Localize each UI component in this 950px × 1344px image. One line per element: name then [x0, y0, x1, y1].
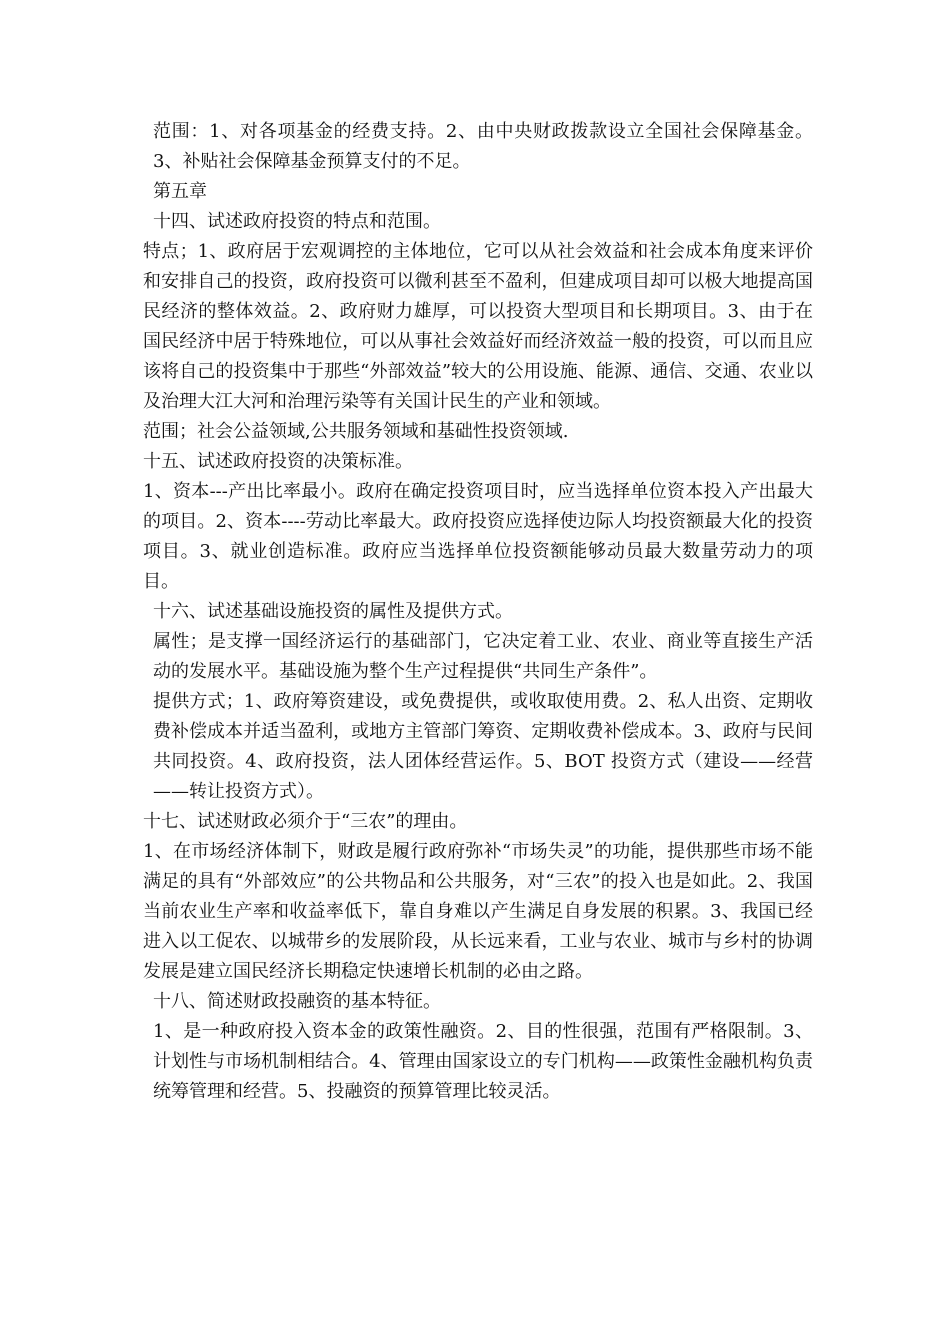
- question-17-heading: 十七、试述财政必须介于“三农”的理由。: [143, 811, 468, 832]
- paragraph-decision-standards: 1、资本---产出比率最小。政府在确定投资项目时，应当选择单位资本投入产出最大的项目。2、资本----劳动比率最大。政府投资应选择使边际人均投资额最大化的投资项目。3、就业创造标准。政府应当选择单位投资额能够动员最大数量劳动力的项目。: [143, 481, 813, 592]
- question-16-heading: 十六、试述基础设施投资的属性及提供方式。: [153, 601, 513, 622]
- document-page: [143, 117, 813, 1107]
- paragraph-investment-scope: 范围；社会公益领域,公共服务领域和基础性投资领域.: [143, 421, 569, 442]
- paragraph-financing-features: 1、是一种政府投入资本金的政策性融资。2、目的性很强，范围有严格限制。3、计划性与市场机制相结合。4、管理由国家设立的专门机构——政策性金融机构负责统筹管理和经营。5、投融资的预算管理比较灵活。: [153, 1021, 813, 1102]
- paragraph-fund-scope: 范围：1、对各项基金的经费支持。2、由中央财政拨款设立全国社会保障基金。3、补贴社会保障基金预算支付的不足。: [153, 121, 813, 172]
- paragraph-infrastructure-attributes: 属性；是支撑一国经济运行的基础部门，它决定着工业、农业、商业等直接生产活动的发展水平。基础设施为整个生产过程提供“共同生产条件”。: [153, 631, 813, 682]
- chapter-heading: 第五章: [153, 181, 207, 202]
- question-18-heading: 十八、简述财政投融资的基本特征。: [153, 991, 441, 1012]
- paragraph-investment-features: 特点；1、政府居于宏观调控的主体地位，它可以从社会效益和社会成本角度来评价和安排自己的投资，政府投资可以微利甚至不盈利，但建成项目却可以极大地提高国民经济的整体效益。2、政府财力雄厚，可以投资大型项目和长期项目。3、由于在国民经济中居于特殊地位，可以从事社会效益好而经济效益一般的投资，可以而且应该将自己的投资集中于那些“外部效益”较大的公用设施、能源、通信、交通、农业以及治理大江大河和治理污染等有关国计民生的产业和领域。: [143, 241, 813, 412]
- question-15-heading: 十五、试述政府投资的决策标准。: [143, 451, 413, 472]
- paragraph-three-rural-reasons: 1、在市场经济体制下，财政是履行政府弥补“市场失灵”的功能，提供那些市场不能满足的具有“外部效应”的公共物品和公共服务，对“三农”的投入也是如此。2、我国当前农业生产率和收益率低下，靠自身难以产生满足自身发展的积累。3、我国已经进入以工促农、以城带乡的发展阶段，从长远来看，工业与农业、城市与乡村的协调发展是建立国民经济长期稳定快速增长机制的必由之路。: [143, 841, 813, 982]
- question-14-heading: 十四、试述政府投资的特点和范围。: [153, 211, 441, 232]
- paragraph-provision-methods: 提供方式；1、政府筹资建设，或免费提供，或收取使用费。2、私人出资、定期收费补偿成本并适当盈利，或地方主管部门筹资、定期收费补偿成本。3、政府与民间共同投资。4、政府投资，法人团体经营运作。5、BOT 投资方式（建设——经营——转让投资方式）。: [153, 691, 813, 802]
